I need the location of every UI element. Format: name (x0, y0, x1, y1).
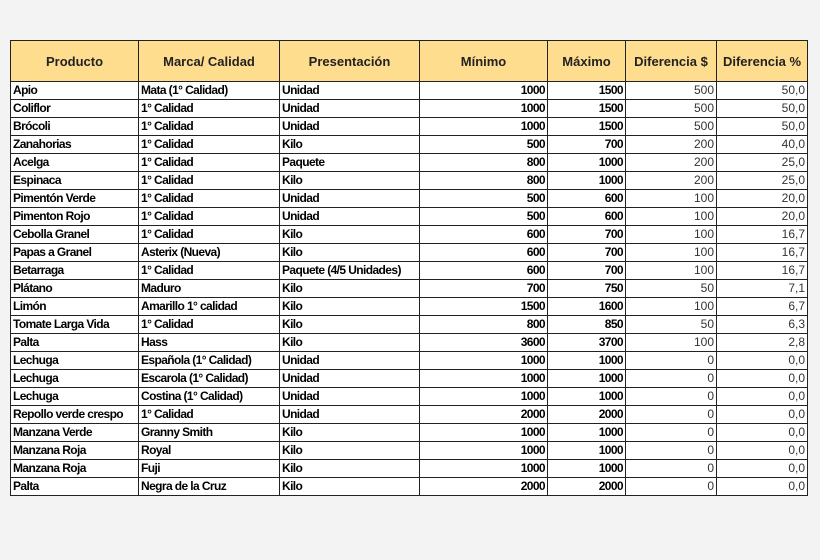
cell-minimo: 500 (420, 136, 548, 154)
cell-presentacion: Unidad (280, 352, 420, 370)
cell-marca-calidad: 1° Calidad (139, 190, 280, 208)
cell-presentacion: Kilo (280, 244, 420, 262)
cell-producto: Zanahorias (11, 136, 139, 154)
table-row (11, 262, 808, 280)
cell-presentacion: Unidad (280, 370, 420, 388)
cell-marca-calidad: Amarillo 1° calidad (139, 298, 280, 316)
cell-presentacion: Kilo (280, 298, 420, 316)
cell-producto: Apio (11, 82, 139, 100)
cell-marca-calidad: Negra de la Cruz (139, 478, 280, 496)
table-row (11, 154, 808, 172)
cell-maximo: 600 (548, 208, 626, 226)
table-row (11, 352, 808, 370)
cell-marca-calidad: 1° Calidad (139, 154, 280, 172)
cell-diferencia-pesos: 100 (626, 208, 717, 226)
cell-minimo: 2000 (420, 478, 548, 496)
table-row (11, 244, 808, 262)
cell-presentacion: Unidad (280, 406, 420, 424)
cell-diferencia-porcentaje: 16,7 (717, 262, 808, 280)
cell-producto: Tomate Larga Vida (11, 316, 139, 334)
cell-maximo: 700 (548, 136, 626, 154)
cell-minimo: 800 (420, 154, 548, 172)
cell-diferencia-pesos: 50 (626, 280, 717, 298)
table-row (11, 136, 808, 154)
cell-marca-calidad: Costina (1° Calidad) (139, 388, 280, 406)
cell-presentacion: Kilo (280, 280, 420, 298)
cell-diferencia-pesos: 0 (626, 442, 717, 460)
cell-maximo: 600 (548, 190, 626, 208)
cell-minimo: 1000 (420, 370, 548, 388)
cell-marca-calidad: Mata (1° Calidad) (139, 82, 280, 100)
cell-minimo: 1000 (420, 82, 548, 100)
cell-producto: Coliflor (11, 100, 139, 118)
cell-maximo: 1000 (548, 352, 626, 370)
cell-marca-calidad: 1° Calidad (139, 100, 280, 118)
cell-presentacion: Kilo (280, 334, 420, 352)
cell-maximo: 700 (548, 244, 626, 262)
cell-diferencia-pesos: 100 (626, 244, 717, 262)
cell-maximo: 1500 (548, 118, 626, 136)
cell-minimo: 1000 (420, 352, 548, 370)
cell-diferencia-porcentaje: 25,0 (717, 172, 808, 190)
cell-maximo: 1000 (548, 424, 626, 442)
cell-diferencia-pesos: 100 (626, 262, 717, 280)
cell-maximo: 1500 (548, 82, 626, 100)
table-body (11, 82, 808, 496)
cell-diferencia-porcentaje: 0,0 (717, 478, 808, 496)
table-row (11, 478, 808, 496)
table-row (11, 172, 808, 190)
cell-diferencia-pesos: 0 (626, 352, 717, 370)
table-row (11, 190, 808, 208)
cell-maximo: 1500 (548, 100, 626, 118)
cell-diferencia-pesos: 500 (626, 100, 717, 118)
cell-producto: Manzana Roja (11, 442, 139, 460)
cell-marca-calidad: Fuji (139, 460, 280, 478)
cell-diferencia-porcentaje: 16,7 (717, 244, 808, 262)
cell-maximo: 1000 (548, 442, 626, 460)
cell-diferencia-pesos: 50 (626, 316, 717, 334)
cell-diferencia-porcentaje: 0,0 (717, 442, 808, 460)
cell-minimo: 1000 (420, 100, 548, 118)
cell-presentacion: Unidad (280, 190, 420, 208)
cell-diferencia-porcentaje: 7,1 (717, 280, 808, 298)
cell-maximo: 2000 (548, 406, 626, 424)
cell-producto: Palta (11, 334, 139, 352)
cell-diferencia-porcentaje: 0,0 (717, 370, 808, 388)
cell-presentacion: Kilo (280, 424, 420, 442)
cell-diferencia-porcentaje: 50,0 (717, 118, 808, 136)
col-header-producto: Producto (11, 41, 139, 82)
price-table-container (10, 40, 808, 496)
table-row (11, 118, 808, 136)
cell-producto: Lechuga (11, 352, 139, 370)
cell-presentacion: Kilo (280, 460, 420, 478)
cell-maximo: 2000 (548, 478, 626, 496)
cell-maximo: 1000 (548, 172, 626, 190)
cell-producto: Brócoli (11, 118, 139, 136)
cell-diferencia-porcentaje: 50,0 (717, 100, 808, 118)
cell-marca-calidad: 1° Calidad (139, 226, 280, 244)
cell-diferencia-porcentaje: 0,0 (717, 424, 808, 442)
cell-marca-calidad: 1° Calidad (139, 136, 280, 154)
cell-diferencia-porcentaje: 6,3 (717, 316, 808, 334)
cell-marca-calidad: Maduro (139, 280, 280, 298)
cell-diferencia-pesos: 0 (626, 478, 717, 496)
cell-diferencia-pesos: 0 (626, 388, 717, 406)
cell-minimo: 800 (420, 172, 548, 190)
cell-marca-calidad: Asterix (Nueva) (139, 244, 280, 262)
cell-maximo: 1000 (548, 388, 626, 406)
cell-diferencia-pesos: 0 (626, 406, 717, 424)
cell-diferencia-pesos: 500 (626, 118, 717, 136)
cell-minimo: 500 (420, 208, 548, 226)
cell-presentacion: Unidad (280, 208, 420, 226)
header-row (11, 41, 808, 82)
table-row (11, 208, 808, 226)
cell-marca-calidad: Escarola (1° Calidad) (139, 370, 280, 388)
cell-minimo: 1000 (420, 442, 548, 460)
cell-maximo: 700 (548, 262, 626, 280)
cell-producto: Limón (11, 298, 139, 316)
cell-producto: Lechuga (11, 388, 139, 406)
cell-producto: Betarraga (11, 262, 139, 280)
cell-maximo: 850 (548, 316, 626, 334)
cell-presentacion: Unidad (280, 100, 420, 118)
cell-producto: Pimentón Verde (11, 190, 139, 208)
cell-diferencia-porcentaje: 0,0 (717, 352, 808, 370)
col-header-diferencia-pesos: Diferencia $ (626, 41, 717, 82)
table-row (11, 316, 808, 334)
cell-diferencia-porcentaje: 0,0 (717, 388, 808, 406)
table-row (11, 442, 808, 460)
col-header-diferencia-porcentaje: Diferencia % (717, 41, 808, 82)
table-row (11, 298, 808, 316)
cell-diferencia-porcentaje: 0,0 (717, 460, 808, 478)
cell-diferencia-porcentaje: 2,8 (717, 334, 808, 352)
cell-producto: Acelga (11, 154, 139, 172)
cell-presentacion: Kilo (280, 442, 420, 460)
cell-producto: Espinaca (11, 172, 139, 190)
cell-diferencia-porcentaje: 6,7 (717, 298, 808, 316)
cell-diferencia-pesos: 0 (626, 370, 717, 388)
col-header-minimo: Mínimo (420, 41, 548, 82)
cell-minimo: 1500 (420, 298, 548, 316)
cell-producto: Papas a Granel (11, 244, 139, 262)
cell-diferencia-pesos: 100 (626, 298, 717, 316)
cell-presentacion: Unidad (280, 388, 420, 406)
cell-diferencia-pesos: 0 (626, 460, 717, 478)
cell-diferencia-pesos: 100 (626, 190, 717, 208)
table-row (11, 406, 808, 424)
cell-minimo: 1000 (420, 424, 548, 442)
cell-minimo: 600 (420, 226, 548, 244)
cell-minimo: 600 (420, 262, 548, 280)
cell-presentacion: Paquete (280, 154, 420, 172)
cell-presentacion: Kilo (280, 172, 420, 190)
cell-marca-calidad: 1° Calidad (139, 118, 280, 136)
col-header-maximo: Máximo (548, 41, 626, 82)
table-row (11, 388, 808, 406)
cell-marca-calidad: Hass (139, 334, 280, 352)
cell-minimo: 500 (420, 190, 548, 208)
table-row (11, 100, 808, 118)
table-row (11, 424, 808, 442)
cell-marca-calidad: Granny Smith (139, 424, 280, 442)
cell-marca-calidad: 1° Calidad (139, 316, 280, 334)
cell-producto: Pimenton Rojo (11, 208, 139, 226)
cell-diferencia-pesos: 100 (626, 334, 717, 352)
cell-producto: Lechuga (11, 370, 139, 388)
cell-maximo: 1000 (548, 154, 626, 172)
cell-diferencia-porcentaje: 0,0 (717, 406, 808, 424)
cell-marca-calidad: 1° Calidad (139, 262, 280, 280)
cell-maximo: 1000 (548, 460, 626, 478)
cell-diferencia-pesos: 200 (626, 172, 717, 190)
cell-diferencia-pesos: 200 (626, 154, 717, 172)
cell-minimo: 1000 (420, 460, 548, 478)
cell-producto: Repollo verde crespo (11, 406, 139, 424)
table-row (11, 334, 808, 352)
cell-producto: Manzana Roja (11, 460, 139, 478)
cell-minimo: 2000 (420, 406, 548, 424)
cell-marca-calidad: Royal (139, 442, 280, 460)
cell-diferencia-porcentaje: 25,0 (717, 154, 808, 172)
cell-presentacion: Kilo (280, 226, 420, 244)
cell-diferencia-porcentaje: 40,0 (717, 136, 808, 154)
table-row (11, 82, 808, 100)
cell-marca-calidad: Española (1° Calidad) (139, 352, 280, 370)
cell-marca-calidad: 1° Calidad (139, 172, 280, 190)
cell-producto: Plátano (11, 280, 139, 298)
col-header-marca-calidad: Marca/ Calidad (139, 41, 280, 82)
cell-presentacion: Kilo (280, 136, 420, 154)
cell-diferencia-pesos: 500 (626, 82, 717, 100)
cell-marca-calidad: 1° Calidad (139, 208, 280, 226)
price-table (10, 40, 808, 496)
table-row (11, 370, 808, 388)
cell-maximo: 1000 (548, 370, 626, 388)
cell-maximo: 3700 (548, 334, 626, 352)
cell-diferencia-porcentaje: 16,7 (717, 226, 808, 244)
cell-minimo: 3600 (420, 334, 548, 352)
cell-producto: Manzana Verde (11, 424, 139, 442)
cell-marca-calidad: 1° Calidad (139, 406, 280, 424)
cell-diferencia-porcentaje: 20,0 (717, 208, 808, 226)
cell-presentacion: Unidad (280, 82, 420, 100)
cell-producto: Cebolla Granel (11, 226, 139, 244)
cell-minimo: 1000 (420, 118, 548, 136)
cell-diferencia-porcentaje: 50,0 (717, 82, 808, 100)
cell-diferencia-pesos: 100 (626, 226, 717, 244)
table-row (11, 280, 808, 298)
cell-minimo: 800 (420, 316, 548, 334)
table-row (11, 460, 808, 478)
cell-diferencia-pesos: 200 (626, 136, 717, 154)
cell-diferencia-porcentaje: 20,0 (717, 190, 808, 208)
table-row (11, 226, 808, 244)
cell-maximo: 700 (548, 226, 626, 244)
cell-minimo: 1000 (420, 388, 548, 406)
cell-minimo: 700 (420, 280, 548, 298)
cell-presentacion: Kilo (280, 478, 420, 496)
cell-producto: Palta (11, 478, 139, 496)
cell-diferencia-pesos: 0 (626, 424, 717, 442)
cell-presentacion: Paquete (4/5 Unidades) (280, 262, 420, 280)
cell-presentacion: Unidad (280, 118, 420, 136)
cell-maximo: 1600 (548, 298, 626, 316)
cell-maximo: 750 (548, 280, 626, 298)
cell-presentacion: Kilo (280, 316, 420, 334)
col-header-presentacion: Presentación (280, 41, 420, 82)
cell-minimo: 600 (420, 244, 548, 262)
